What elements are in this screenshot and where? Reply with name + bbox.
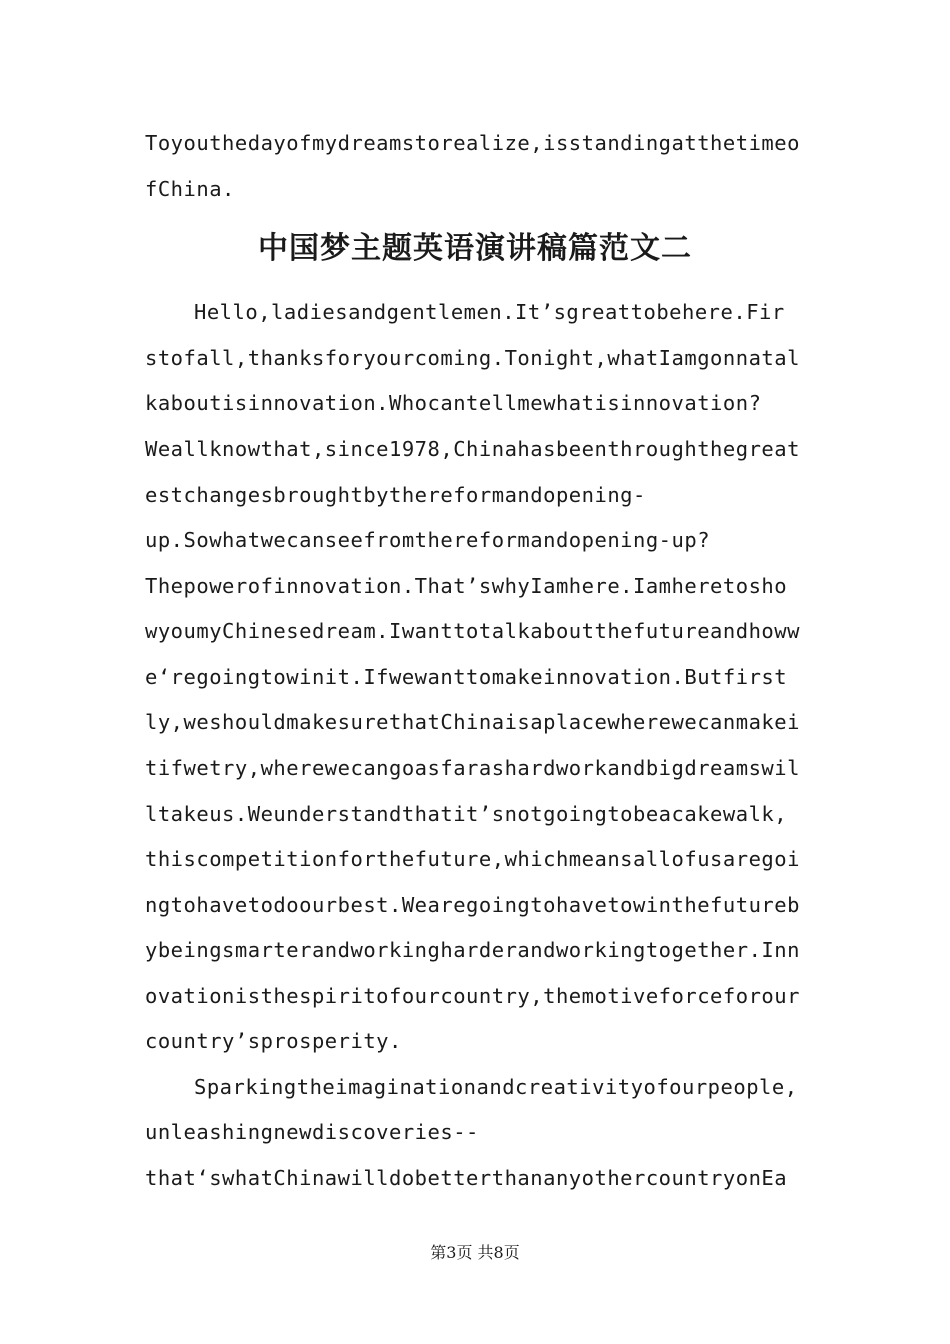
paragraph1-line-10: ly,weshouldmakesurethatChinaisaplacewherewecanmakei [145, 710, 800, 734]
paragraph1-line-1: Hello,ladiesandgentlemen.It’sgreattobehere.Fir [194, 300, 785, 324]
paragraph1-line-9: e‘regoingtowinit.Ifwewanttomakeinnovation.Butfirst [145, 665, 788, 689]
paragraph2-line-1: Sparkingtheimaginationandcreativityofourpeople, [194, 1075, 798, 1099]
paragraph1-line-2: stofall,thanksforyourcoming.Tonight,whatIamgonnatal [145, 346, 800, 370]
paragraph1-line-16: ovationisthespiritofourcountry,themotiveforceforour [145, 984, 800, 1008]
paragraph1-line-11: tifwetry,wherewecangoasfarashardworkandbigdreamswil [145, 756, 800, 780]
paragraph1-line-7: Thepowerofinnovation.That’swhyIamhere.Iamheretosho [145, 574, 788, 598]
paragraph2-line-2: unleashingnewdiscoveries-- [145, 1120, 479, 1144]
intro-line-1: Toyouthedayofmydreamstorealize,isstandingatthetimeo [145, 131, 800, 155]
paragraph1-line-13: thiscompetitionforthefuture,whichmeansallofusaregoi [145, 847, 800, 871]
paragraph1-line-6: up.Sowhatwecanseefromthereformandopening-up? [145, 528, 711, 552]
paragraph1-line-8: wyoumyChinesedream.Iwanttotalkaboutthefutureandhoww [145, 619, 800, 643]
section-heading: 中国梦主题英语演讲稿篇范文二 [258, 231, 692, 266]
paragraph1-line-15: ybeingsmarterandworkingharderandworkingtogether.Inn [145, 938, 800, 962]
page-footer: 第3页 共8页 [430, 1243, 520, 1262]
paragraph1-line-12: ltakeus.Weunderstandthatit’snotgoingtobeacakewalk, [145, 802, 788, 826]
paragraph2-line-3: that‘swhatChinawilldobetterthananyothercountryonEa [145, 1166, 788, 1190]
paragraph1-line-14: ngtohavetodoourbest.Wearegoingtohavetowinthefutureb [145, 893, 800, 917]
paragraph1-line-5: estchangesbroughtbythereformandopening- [145, 483, 646, 507]
paragraph1-line-3: kaboutisinnovation.Whocantellmewhatisinnovation? [145, 391, 762, 415]
paragraph1-line-17: country’sprosperity. [145, 1029, 402, 1053]
paragraph1-line-4: Weallknowthat,since1978,Chinahasbeenthroughthegreat [145, 437, 800, 461]
intro-line-2: fChina. [145, 177, 235, 201]
